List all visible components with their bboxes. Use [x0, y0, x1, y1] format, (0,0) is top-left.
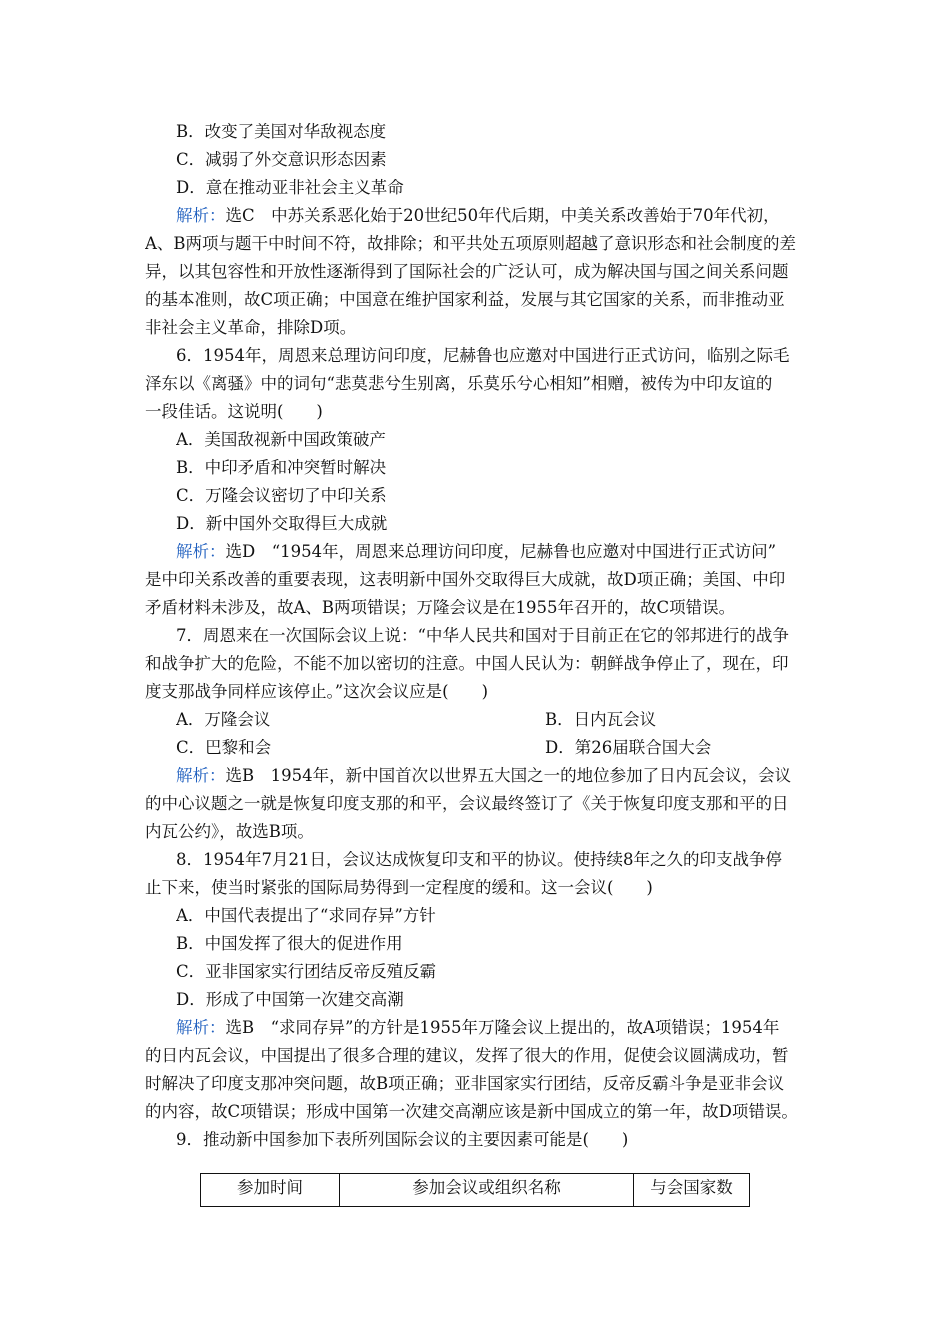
table-header-cell: 参加时间	[201, 1174, 340, 1207]
q6-stem: 6．1954年，周恩来总理访问印度，尼赫鲁也应邀对中国进行正式访问，临别之际毛	[176, 346, 790, 365]
q5-analysis-line: A、B两项与题干中时间不符，故排除；和平共处五项原则超越了意识形态和社会制度的差	[145, 234, 797, 253]
q8-stem: 止下来，使当时紧张的国际局势得到一定程度的缓和。这一会议( )	[145, 878, 653, 897]
q5-option-c: C．减弱了外交意识形态因素	[176, 150, 387, 169]
q7-option-c: C．巴黎和会	[176, 738, 272, 757]
q6-stem: 一段佳话。这说明( )	[145, 402, 323, 421]
table-header-row	[201, 1174, 750, 1207]
q8-analysis-line: 解析：选B “求同存异”的方针是1955年万隆会议上提出的，故A项错误；1954年	[176, 1018, 780, 1037]
q7-stem: 7．周恩来在一次国际会议上说：“中华人民共和国对于目前正在它的邻邦进行的战争	[176, 626, 789, 645]
q8-analysis-line: 的内容，故C项错误；形成中国第一次建交高潮应该是新中国成立的第一年，故D项错误。	[145, 1102, 798, 1121]
q8-analysis-line: 时解决了印度支那冲突问题，故B项正确；亚非国家实行团结，反帝反霸斗争是亚非会议	[145, 1074, 785, 1093]
q7-analysis-line: 内瓦公约》，故选B项。	[145, 822, 314, 841]
q7-option-a: A．万隆会议	[176, 710, 271, 729]
analysis-label: 解析：	[176, 542, 226, 561]
q8-option-c: C．亚非国家实行团结反帝反殖反霸	[176, 962, 437, 981]
q7-stem: 度支那战争同样应该停止。”这次会议应是( )	[145, 682, 489, 701]
q5-analysis-line: 异，以其包容性和开放性逐渐得到了国际社会的广泛认可，成为解决国与国之间关系问题	[145, 262, 789, 281]
q6-analysis-line: 矛盾材料未涉及，故A、B两项错误；万隆会议是在1955年召开的，故C项错误。	[145, 598, 736, 617]
q8-option-b: B．中国发挥了很大的促进作用	[176, 934, 403, 953]
q6-option-a: A．美国敌视新中国政策破产	[176, 430, 386, 449]
q5-option-d: D．意在推动亚非社会主义革命	[176, 178, 404, 197]
q6-option-d: D．新中国外交取得巨大成就	[176, 514, 388, 533]
analysis-label: 解析：	[176, 1018, 226, 1037]
q7-option-b: B．日内瓦会议	[545, 710, 657, 729]
q7-analysis-line: 的中心议题之一就是恢复印度支那的和平，会议最终签订了《关于恢复印度支那和平的日	[145, 794, 789, 813]
q6-analysis-line: 解析：选D “1954年，周恩来总理访问印度，尼赫鲁也应邀对中国进行正式访问”	[176, 542, 777, 561]
analysis-label: 解析：	[176, 766, 226, 785]
q5-analysis-line: 非社会主义革命，排除D项。	[145, 318, 357, 337]
q6-option-c: C．万隆会议密切了中印关系	[176, 486, 387, 505]
q7-stem: 和战争扩大的危险，不能不加以密切的注意。中国人民认为：朝鲜战争停止了，现在，印	[145, 654, 789, 673]
analysis-label: 解析：	[176, 206, 226, 225]
q8-stem: 8．1954年7月21日，会议达成恢复印支和平的协议。使持续8年之久的印支战争停	[176, 850, 782, 869]
q5-option-b: B．改变了美国对华敌视态度	[176, 122, 387, 141]
q9-table	[200, 1173, 750, 1207]
q6-analysis-line: 是中印关系改善的重要表现，这表明新中国外交取得巨大成就，故D项正确；美国、中印	[145, 570, 786, 589]
q8-analysis-line: 的日内瓦会议，中国提出了很多合理的建议，发挥了很大的作用，促使会议圆满成功，暂	[145, 1046, 789, 1065]
q7-analysis-line: 解析：选B 1954年，新中国首次以世界五大国之一的地位参加了日内瓦会议，会议	[176, 766, 792, 785]
q6-option-b: B．中印矛盾和冲突暂时解决	[176, 458, 387, 477]
table-header-cell: 与会国家数	[634, 1174, 750, 1207]
q8-option-a: A．中国代表提出了“求同存异”方针	[176, 906, 436, 925]
q7-option-d: D．第26届联合国大会	[545, 738, 712, 757]
q6-stem: 泽东以《离骚》中的词句“悲莫悲兮生别离，乐莫乐兮心相知”相赠，被传为中印友谊的	[145, 374, 773, 393]
q5-analysis-line: 的基本准则，故C项正确；中国意在维护国家利益，发展与其它国家的关系，而非推动亚	[145, 290, 785, 309]
q9-stem: 9．推动新中国参加下表所列国际会议的主要因素可能是( )	[176, 1130, 629, 1149]
table-header-cell: 参加会议或组织名称	[340, 1174, 634, 1207]
q8-option-d: D．形成了中国第一次建交高潮	[176, 990, 404, 1009]
q5-analysis-line: 解析：选C 中苏关系恶化始于20世纪50年代后期，中美关系改善始于70年代初，	[176, 206, 780, 225]
